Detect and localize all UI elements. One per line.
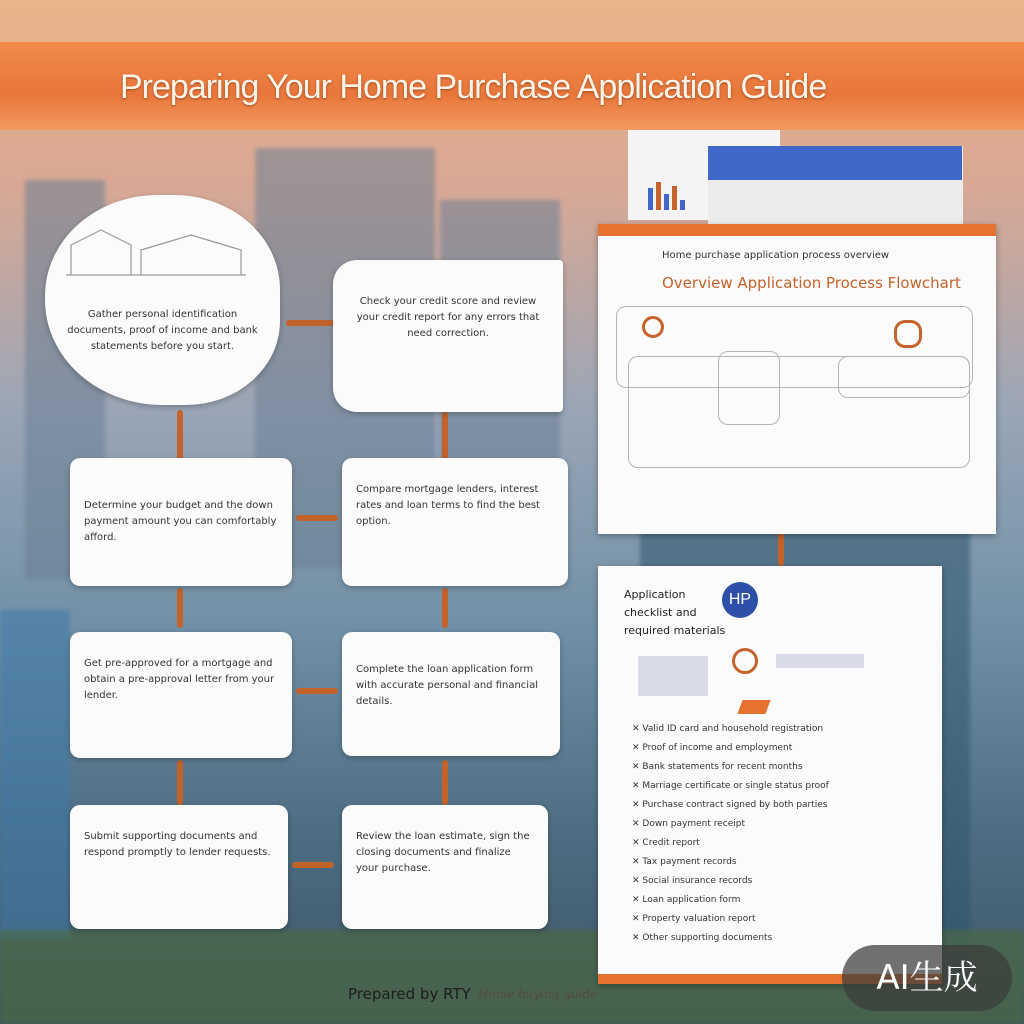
checklist-item-label: Property valuation report [642, 914, 756, 924]
flow-connector [177, 410, 183, 460]
checklist-item [632, 743, 792, 753]
step-card-2-text: Check your credit score and review your credit report for any errors that need correction. [356, 296, 540, 339]
mini-bar-chart-icon [646, 180, 696, 210]
checklist-heading: Application checklist and required materials [624, 588, 726, 637]
checklist-item-label: Other supporting documents [642, 933, 773, 943]
checklist-item [632, 876, 752, 886]
checklist-item-label: Tax payment records [642, 857, 737, 867]
step-card-4 [342, 458, 568, 586]
step-card-2 [333, 260, 563, 412]
checklist-document [598, 566, 942, 984]
step-card-1-text: Gather personal identification documents, proof of income and bank statements before you start. [67, 309, 258, 352]
report-header-bar [708, 146, 962, 180]
hp-badge-icon: HP [722, 582, 758, 618]
step-card-6-text: Complete the loan application form with accurate personal and financial details. [356, 664, 538, 707]
checklist-item [632, 857, 737, 867]
checklist-item [632, 933, 772, 943]
flow-arrow [296, 688, 338, 694]
check-x-icon: ✕ [632, 857, 643, 867]
step-card-6 [342, 632, 560, 756]
checklist-item [632, 762, 803, 772]
check-x-icon: ✕ [632, 895, 643, 905]
check-x-icon: ✕ [632, 838, 643, 848]
check-x-icon: ✕ [632, 914, 643, 924]
check-x-icon: ✕ [632, 933, 643, 943]
check-x-icon: ✕ [632, 876, 643, 886]
checklist-item-label: Credit report [642, 838, 700, 848]
step-card-5 [70, 632, 292, 758]
status-ring-icon [732, 648, 758, 674]
checklist-item-label: Marriage certificate or single status proof [642, 781, 829, 791]
step-card-3-text: Determine your budget and the down payment amount you can comfortably afford. [84, 500, 277, 543]
page-title: Preparing Your Home Purchase Application Guide [120, 68, 827, 106]
checklist-item [632, 724, 823, 734]
checklist-item [632, 895, 740, 905]
overview-heading: Home purchase application process overview [662, 250, 890, 261]
checklist-item-label: Social insurance records [642, 876, 753, 886]
step-card-3 [70, 458, 292, 586]
step-card-1 [45, 195, 280, 405]
decorative-knot-icon [894, 320, 922, 348]
flow-arrow [292, 862, 334, 868]
flowchart-node-icon [642, 316, 664, 338]
overview-subtitle: Overview Application Process Flowchart [662, 274, 961, 292]
flow-arrow [286, 320, 334, 326]
info-bar [776, 654, 864, 668]
flow-arrow [296, 515, 338, 521]
flow-connector [177, 588, 183, 628]
flow-connector [177, 760, 183, 805]
checklist-item-label: Purchase contract signed by both parties [642, 800, 828, 810]
checklist-item-label: Loan application form [642, 895, 741, 905]
checklist-item-label: Valid ID card and household registration [642, 724, 824, 734]
step-card-7-text: Submit supporting documents and respond promptly to lender requests. [84, 831, 271, 858]
flow-connector [442, 588, 448, 628]
checklist-item [632, 838, 700, 848]
checklist-item [632, 800, 828, 810]
flowchart-box [718, 351, 780, 425]
flow-connector [442, 760, 448, 805]
check-x-icon: ✕ [632, 800, 643, 810]
info-panel [638, 656, 708, 696]
footer-note: Home buying guide [478, 987, 598, 1001]
check-x-icon: ✕ [632, 781, 643, 791]
check-x-icon: ✕ [632, 819, 643, 829]
check-x-icon: ✕ [632, 762, 643, 772]
checklist-item-label: Down payment receipt [642, 819, 745, 829]
check-x-icon: ✕ [632, 743, 643, 753]
checklist-item-label: Bank statements for recent months [642, 762, 803, 772]
step-card-8 [342, 805, 548, 929]
check-x-icon: ✕ [632, 724, 643, 734]
step-card-5-text: Get pre-approved for a mortgage and obtain a pre-approval letter from your lender. [84, 658, 275, 701]
flow-connector [442, 412, 448, 460]
house-sketch-icon [61, 215, 251, 285]
checklist-item-label: Proof of income and employment [642, 743, 793, 753]
checklist-item [632, 819, 745, 829]
step-card-8-text: Review the loan estimate, sign the closing documents and finalize your purchase. [356, 831, 530, 874]
checklist-item [632, 914, 756, 924]
process-overview-document [598, 224, 996, 534]
flowchart-box [838, 356, 970, 398]
ai-generated-watermark: AI生成 [842, 945, 1012, 1011]
step-card-7 [70, 805, 288, 929]
checklist-item [632, 781, 829, 791]
background-building [0, 610, 70, 940]
step-card-4-text: Compare mortgage lenders, interest rates and loan terms to find the best option. [356, 484, 540, 527]
pencil-icon [737, 700, 770, 714]
footer-author: Prepared by RTY [348, 985, 471, 1003]
